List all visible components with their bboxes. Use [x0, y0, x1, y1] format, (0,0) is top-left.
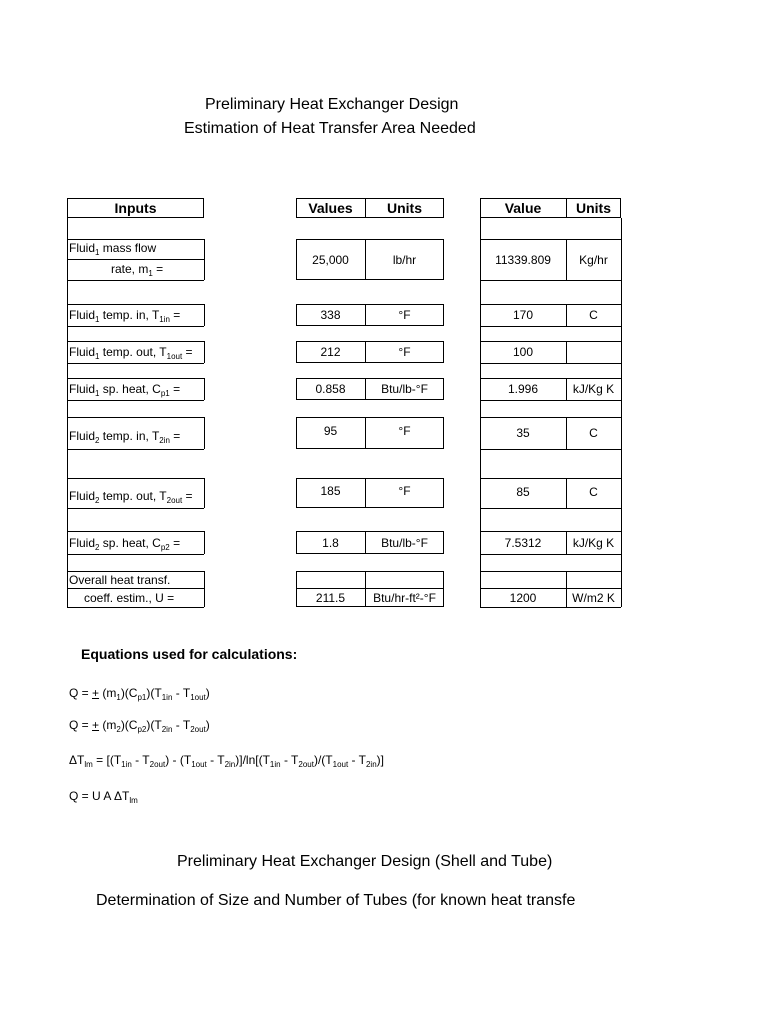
label-fluid2-temp-in: Fluid$_2$ temp. in, $T_{2in}$ =: [69, 429, 181, 445]
unit-fluid2-temp-in: °F: [398, 424, 411, 438]
si-value-fluid2-temp-out: 85: [516, 485, 530, 499]
units-header: Units: [387, 200, 422, 216]
value-fluid2-temp-in: 95: [323, 424, 338, 438]
unit-fluid1-temp-out: °F: [398, 345, 411, 359]
label-fluid2-temp-out: Fluid$_2$ temp. out, $T_{2out}$ =: [69, 489, 193, 505]
unit-overall-u: Btu/hr-ft²-°F: [373, 591, 436, 605]
label-fluid1-sp-heat: Fluid$_1$ sp. heat, $C_{p1}$ =: [69, 382, 181, 398]
unit-fluid2-sp-heat: Btu/lb-°F: [381, 536, 428, 550]
equation-1: Q = + $(m_1)(C_{p1})(T_{1in} - T_{1out})$: [69, 686, 210, 702]
unit-mass-flow: lb/hr: [392, 253, 417, 267]
inputs-header: Inputs: [114, 200, 157, 216]
label-fluid1-mass-flow-rate: rate, $m_1$ =: [111, 262, 164, 278]
si-units-header: Units: [576, 200, 611, 216]
unit-fluid1-sp-heat: Btu/lb-°F: [381, 382, 428, 396]
value-fluid2-temp-out: 185: [320, 484, 341, 498]
value-fluid2-sp-heat: 1.8: [322, 536, 339, 550]
value-overall-u: 211.5: [315, 591, 346, 605]
si-unit-overall-u: W/m2 K: [572, 591, 615, 605]
si-value-header: Value: [504, 200, 542, 216]
si-value-fluid1-temp-out: 100: [512, 345, 534, 359]
unit-fluid2-temp-out: °F: [398, 484, 411, 498]
label-fluid2-sp-heat: Fluid$_2$ sp. heat, $C_{p2}$ =: [69, 536, 181, 552]
si-unit-fluid1-temp-in: C: [589, 308, 598, 322]
label-fluid1-temp-in: Fluid$_1$ temp. in, $T_{1in}$ =: [69, 308, 181, 324]
label-fluid1-temp-out: Fluid$_1$ temp. out, $T_{1out}$ =: [69, 345, 193, 361]
si-value-fluid2-sp-heat: 7.5312: [504, 536, 542, 550]
si-unit-fluid1-sp-heat: kJ/Kg K: [572, 382, 615, 396]
label-coeff-estim: coeff. estim., U =: [84, 591, 175, 605]
unit-fluid1-temp-in: °F: [398, 308, 411, 322]
section2-title-2: Determination of Size and Number of Tubes (for known heat transfe: [96, 892, 576, 909]
equation-3: $\Delta T_{lm} = [(T_{1in} - T_{2out}) - (T_{1out} - T_{2in})]/\ln[(T_{1in} - T_{2out})/(T_{1out} - T_{2in})]$: [69, 753, 385, 769]
si-unit-mass-flow: Kg/hr: [579, 253, 608, 267]
si-unit-fluid2-sp-heat: kJ/Kg K: [572, 536, 615, 550]
section2-title-1: Preliminary Heat Exchanger Design (Shell and Tube): [177, 853, 553, 870]
si-value-overall-u: 1200: [509, 591, 537, 605]
value-mass-flow: 25,000: [312, 253, 349, 267]
si-unit-fluid2-temp-in: C: [589, 426, 598, 440]
value-fluid1-sp-heat: 0.858: [315, 382, 346, 396]
title-line-2: Estimation of Heat Transfer Area Needed: [184, 120, 476, 137]
si-value-fluid1-sp-heat: 1.996: [507, 382, 539, 396]
label-fluid1-mass-flow: Fluid$_1$ mass flow: [69, 241, 157, 257]
equations-heading: Equations used for calculations:: [81, 646, 298, 662]
value-fluid1-temp-in: 338: [320, 308, 341, 322]
si-unit-fluid2-temp-out: C: [589, 485, 598, 499]
values-header: Values: [308, 200, 353, 216]
equation-2: Q = + $(m_2)(C_{p2})(T_{2in} - T_{2out})$: [69, 718, 210, 734]
equation-4: Q = U A $\Delta T_{lm}$: [69, 789, 138, 805]
value-fluid1-temp-out: 212: [320, 345, 341, 359]
si-value-fluid1-temp-in: 170: [512, 308, 534, 322]
si-value-mass-flow: 11339.809: [495, 253, 551, 267]
title-line-1: Preliminary Heat Exchanger Design: [205, 96, 459, 113]
label-overall-heat-transf: Overall heat transf.: [69, 573, 171, 587]
si-value-fluid2-temp-in: 35: [516, 426, 530, 440]
